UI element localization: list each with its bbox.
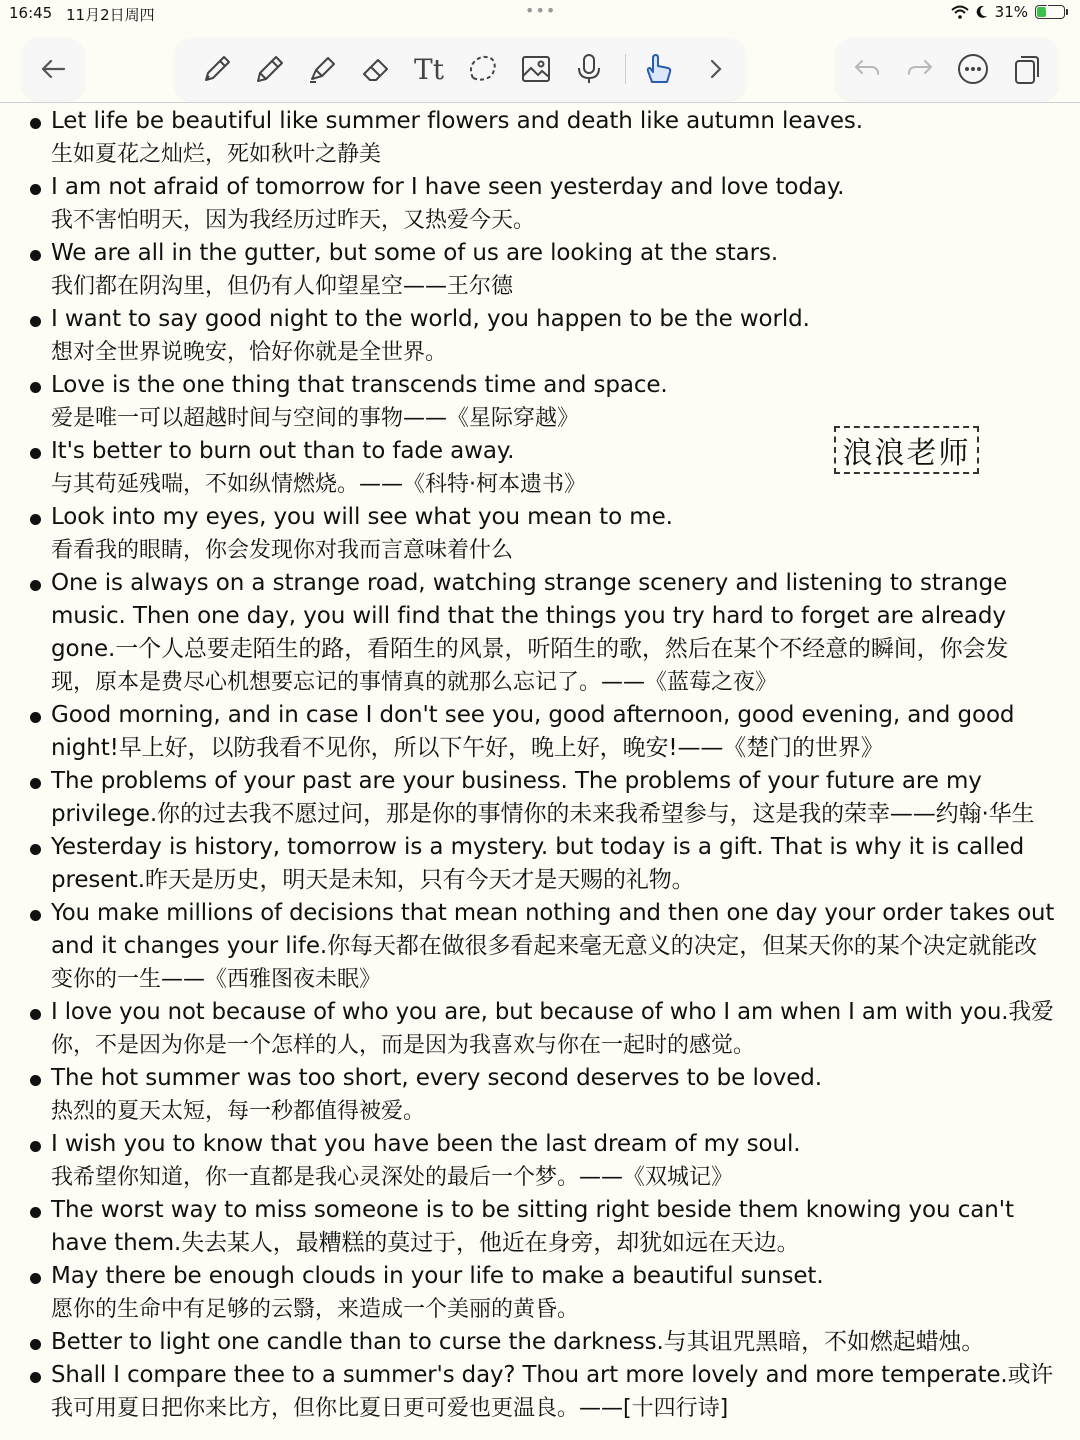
battery-tip bbox=[1066, 9, 1068, 15]
moon-icon bbox=[976, 5, 988, 19]
note-item bbox=[0, 1326, 1080, 1359]
charging-bolt-icon: ϟ bbox=[1044, 3, 1054, 19]
note-line: Shall I compare thee to a summer's day? Thou art more lovely and more temperate.或许 bbox=[51, 1362, 1054, 1388]
pencil-tool[interactable] bbox=[249, 48, 291, 90]
back-button[interactable] bbox=[32, 48, 74, 90]
note-item bbox=[0, 897, 1080, 996]
bullet-icon bbox=[30, 184, 41, 195]
note-line: 我希望你知道，你一直都是我心灵深处的最后一个梦。——《双城记》 bbox=[51, 1165, 734, 1190]
highlighter-icon bbox=[306, 52, 340, 86]
note-line: present.昨天是历史，明天是未知，只有今天才是天赐的礼物。 bbox=[51, 867, 695, 893]
bullet-icon bbox=[30, 250, 41, 261]
eraser-tool[interactable] bbox=[355, 48, 397, 90]
note-item bbox=[0, 1062, 1080, 1128]
note-line: and it changes your life.你每天都在做很多看起来毫无意义的决定，但某天你的某个决定就能改 bbox=[51, 933, 1038, 959]
note-line: Let life be beautiful like summer flowers and death like autumn leaves. bbox=[51, 108, 864, 134]
bullet-icon bbox=[30, 448, 41, 459]
note-line: Better to light one candle than to curse the darkness.与其诅咒黑暗，不如燃起蜡烛。 bbox=[51, 1329, 985, 1355]
wifi-icon bbox=[951, 5, 969, 19]
tool-palette bbox=[175, 38, 745, 100]
redo-button[interactable] bbox=[899, 48, 941, 90]
note-line: You make millions of decisions that mean nothing and then one day your order takes out bbox=[51, 900, 1055, 926]
note-line: I wish you to know that you have been the last dream of my soul. bbox=[51, 1131, 801, 1157]
chevron-right-icon bbox=[709, 58, 723, 80]
status-date: 11月2日周四 bbox=[66, 6, 155, 24]
note-item bbox=[0, 996, 1080, 1062]
eraser-icon bbox=[359, 52, 393, 86]
note-line: Yesterday is history, tomorrow is a mystery. but today is a gift. That is why it is called bbox=[51, 834, 1025, 860]
toolbar-separator bbox=[625, 54, 626, 84]
arrow-left-icon bbox=[40, 58, 66, 80]
note-line: 生如夏花之灿烂，死如秋叶之静美 bbox=[51, 142, 382, 167]
note-line: 我们都在阴沟里，但仍有人仰望星空——王尔德 bbox=[51, 274, 514, 299]
text-tool-icon[interactable]: Tt bbox=[414, 52, 444, 86]
bullet-icon bbox=[30, 118, 41, 129]
more-icon bbox=[957, 53, 989, 85]
note-line: 变你的一生——《西雅图夜未眠》 bbox=[51, 967, 382, 992]
note-line: 我不害怕明天，因为我经历过昨天，又热爱今天。 bbox=[51, 208, 536, 233]
note-line: One is always on a strange road, watching strange scenery and listening to strange bbox=[51, 570, 1008, 596]
note-line: Look into my eyes, you will see what you mean to me. bbox=[51, 504, 673, 530]
bullet-icon bbox=[30, 712, 41, 723]
bullet-icon bbox=[30, 910, 41, 921]
battery-percent: 31% bbox=[994, 3, 1028, 21]
note-line: The hot summer was too short, every second deserves to be loved. bbox=[51, 1065, 822, 1091]
bullet-icon bbox=[30, 382, 41, 393]
note-item bbox=[0, 1194, 1080, 1260]
note-line: have them.失去某人，最糟糕的莫过于，他近在身旁，却犹如远在天边。 bbox=[51, 1230, 800, 1256]
bullet-icon bbox=[30, 1075, 41, 1086]
note-item bbox=[0, 501, 1080, 567]
note-line: I want to say good night to the world, you happen to be the world. bbox=[51, 306, 810, 332]
note-line: night!早上好，以防我看不见你，所以下午好，晚上好，晚安!——《楚门的世界》 bbox=[51, 735, 884, 761]
note-item bbox=[0, 303, 1080, 369]
note-item bbox=[0, 105, 1080, 171]
pages-icon bbox=[1012, 53, 1042, 85]
pencil-icon bbox=[253, 52, 287, 86]
note-line: privilege.你的过去我不愿过问，那是你的事情你的未来我希望参与，这是我的荣幸——约翰·华生 bbox=[51, 801, 1035, 827]
note-line: 与其苟延残喘，不如纵情燃烧。——《科特·柯本遗书》 bbox=[51, 472, 586, 497]
note-item bbox=[0, 699, 1080, 765]
note-line: 想对全世界说晚安，恰好你就是全世界。 bbox=[51, 340, 448, 365]
note-item bbox=[0, 765, 1080, 831]
note-line: I love you not because of who you are, but because of who I am when I am with you.我爱 bbox=[51, 999, 1054, 1025]
bullet-icon bbox=[30, 580, 41, 591]
bullet-icon bbox=[30, 1273, 41, 1284]
note-line: 爱是唯一可以超越时间与空间的事物——《星际穿越》 bbox=[51, 406, 580, 431]
note-item bbox=[0, 831, 1080, 897]
battery-icon bbox=[1035, 5, 1065, 19]
note-page[interactable] bbox=[0, 105, 1080, 1425]
microphone-icon bbox=[572, 52, 606, 86]
note-line: Love is the one thing that transcends time and space. bbox=[51, 372, 668, 398]
signature-stamp: 浪浪老师 bbox=[834, 426, 979, 474]
image-tool[interactable] bbox=[515, 48, 557, 90]
multitask-dots-icon[interactable]: ••• bbox=[525, 1, 557, 20]
bullet-icon bbox=[30, 1339, 41, 1350]
back-pill bbox=[22, 38, 84, 100]
more-button[interactable] bbox=[952, 48, 994, 90]
bullet-icon bbox=[30, 1372, 41, 1383]
note-line: Good morning, and in case I don't see you, good afternoon, good evening, and good bbox=[51, 702, 1015, 728]
lasso-icon bbox=[465, 52, 499, 86]
touch-tool[interactable] bbox=[638, 48, 680, 90]
redo-icon bbox=[906, 57, 934, 81]
image-icon bbox=[519, 52, 553, 86]
note-line: 你，不是因为你是一个怎样的人，而是因为我喜欢与你在一起时的感觉。 bbox=[51, 1033, 756, 1058]
pen-icon bbox=[200, 52, 234, 86]
note-line: 我可用夏日把你来比方，但你比夏日更可爱也更温良。——[十四行诗] bbox=[51, 1396, 729, 1421]
actions-pill bbox=[836, 38, 1058, 100]
note-item bbox=[0, 567, 1080, 699]
note-line: May there be enough clouds in your life to make a beautiful sunset. bbox=[51, 1263, 824, 1289]
note-item bbox=[0, 1128, 1080, 1194]
note-line: 看看我的眼睛，你会发现你对我而言意味着什么 bbox=[51, 538, 514, 563]
note-line: The worst way to miss someone is to be sitting right beside them knowing you can't bbox=[51, 1197, 1014, 1223]
hand-touch-icon bbox=[642, 52, 676, 86]
note-line: 现，原本是费尽心机想要忘记的事情真的就那么忘记了。——《蓝莓之夜》 bbox=[51, 670, 778, 695]
lasso-tool[interactable] bbox=[461, 48, 503, 90]
bullet-icon bbox=[30, 844, 41, 855]
note-line: 热烈的夏天太短，每一秒都值得被爱。 bbox=[51, 1099, 426, 1124]
note-line: 愿你的生命中有足够的云翳，来造成一个美丽的黄昏。 bbox=[51, 1297, 580, 1322]
note-line: gone.一个人总要走陌生的路，看陌生的风景，听陌生的歌，然后在某个不经意的瞬间，你会发 bbox=[51, 636, 1009, 662]
status-bar bbox=[0, 0, 1080, 28]
pen-tool[interactable] bbox=[196, 48, 238, 90]
microphone-tool[interactable] bbox=[568, 48, 610, 90]
note-line: It's better to burn out than to fade away. bbox=[51, 438, 515, 464]
pages-button[interactable] bbox=[1006, 48, 1048, 90]
bullet-icon bbox=[30, 316, 41, 327]
bullet-icon bbox=[30, 778, 41, 789]
note-item bbox=[0, 1359, 1080, 1425]
status-time: 16:45 bbox=[9, 4, 53, 22]
note-line: We are all in the gutter, but some of us are looking at the stars. bbox=[51, 240, 779, 266]
note-item bbox=[0, 237, 1080, 303]
highlighter-tool[interactable] bbox=[302, 48, 344, 90]
more-tools-button[interactable] bbox=[695, 48, 737, 90]
bullet-icon bbox=[30, 1207, 41, 1218]
note-line: music. Then one day, you will find that the things you try hard to forget are already bbox=[51, 603, 1006, 629]
bullet-icon bbox=[30, 1009, 41, 1020]
bullet-icon bbox=[30, 1141, 41, 1152]
undo-button[interactable] bbox=[846, 48, 888, 90]
note-line: The problems of your past are your business. The problems of your future are my bbox=[51, 768, 982, 794]
note-item bbox=[0, 1260, 1080, 1326]
note-line: I am not afraid of tomorrow for I have seen yesterday and love today. bbox=[51, 174, 845, 200]
toolbar-divider bbox=[0, 102, 1080, 103]
bullet-icon bbox=[30, 514, 41, 525]
note-item bbox=[0, 171, 1080, 237]
undo-icon bbox=[853, 57, 881, 81]
